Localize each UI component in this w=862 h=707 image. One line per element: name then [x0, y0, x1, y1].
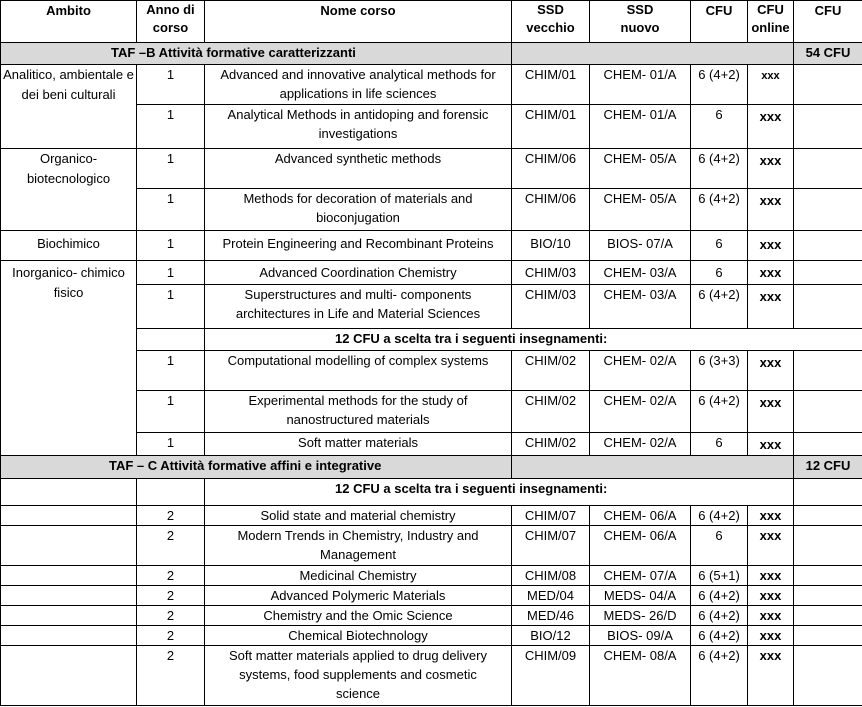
- nome-cell: Soft matter materials applied to drug delivery systems, food supplements and cosmetic science: [205, 646, 512, 706]
- cfu-total-cell: [794, 586, 862, 606]
- cfu-cell: 6 (4+2): [691, 646, 748, 706]
- nome-cell: Experimental methods for the study of nanostructured materials: [205, 391, 512, 433]
- ssd-new-cell: CHEM- 03/A: [590, 261, 691, 285]
- anno-cell: 1: [137, 65, 205, 105]
- ssd-old-cell: CHIM/06: [512, 189, 590, 231]
- empty-cell: [1, 606, 137, 626]
- anno-cell: 1: [137, 261, 205, 285]
- anno-cell: 2: [137, 646, 205, 706]
- table-row: [1, 231, 862, 261]
- ssd-old-cell: CHIM/07: [512, 506, 590, 526]
- ssd-new-cell: CHEM- 06/A: [590, 506, 691, 526]
- cfu-total-cell: [794, 285, 862, 329]
- cfu-cell: 6 (4+2): [691, 506, 748, 526]
- nome-cell: Advanced Polymeric Materials: [205, 586, 512, 606]
- table-row: [1, 506, 862, 526]
- cfu-cell: 6 (4+2): [691, 626, 748, 646]
- cfu-cell: 6 (4+2): [691, 149, 748, 189]
- section-spacer: [512, 43, 794, 65]
- cfu-total-cell: [794, 351, 862, 391]
- ambito-cell: Analitico, ambientale e dei beni culturali: [1, 65, 137, 149]
- header-cfu-online: CFU online: [748, 1, 794, 43]
- table-row: [1, 65, 862, 105]
- section-title-taf-c: TAF – C Attività formative affini e integrative: [1, 456, 512, 479]
- cfu-cell: 6 (5+1): [691, 566, 748, 586]
- header-cfu-total: CFU: [794, 1, 862, 43]
- cfu-online-cell: xxx: [748, 586, 794, 606]
- empty-cell: [1, 506, 137, 526]
- cfu-online-cell: xxx: [748, 261, 794, 285]
- cfu-total-cell: [794, 506, 862, 526]
- anno-cell: 2: [137, 526, 205, 566]
- ssd-old-cell: BIO/10: [512, 231, 590, 261]
- cfu-total-cell: [794, 231, 862, 261]
- ssd-new-cell: CHEM- 03/A: [590, 285, 691, 329]
- cfu-online-cell: xxx: [748, 65, 794, 105]
- nome-cell: Superstructures and multi- components architectures in Life and Material Sciences: [205, 285, 512, 329]
- table-row: [1, 261, 862, 285]
- cfu-online-cell: xxx: [748, 526, 794, 566]
- ssd-old-cell: MED/46: [512, 606, 590, 626]
- nome-cell: Advanced Coordination Chemistry: [205, 261, 512, 285]
- nome-cell: Chemical Biotechnology: [205, 626, 512, 646]
- ssd-old-cell: BIO/12: [512, 626, 590, 646]
- nome-cell: Soft matter materials: [205, 433, 512, 456]
- ssd-new-cell: CHEM- 08/A: [590, 646, 691, 706]
- table-row: [1, 626, 862, 646]
- anno-cell: 1: [137, 105, 205, 149]
- choice-note-row: [1, 479, 862, 506]
- cfu-cell: 6 (4+2): [691, 586, 748, 606]
- table-row: [1, 606, 862, 626]
- cfu-total-cell: [794, 189, 862, 231]
- cfu-online-cell: xxx: [748, 189, 794, 231]
- cfu-total-cell: [794, 391, 862, 433]
- header-ambito: Ambito: [1, 1, 137, 43]
- ssd-old-cell: CHIM/02: [512, 433, 590, 456]
- cfu-online-cell: xxx: [748, 351, 794, 391]
- anno-cell: 1: [137, 231, 205, 261]
- cfu-online-cell: xxx: [748, 646, 794, 706]
- cfu-total-cell: [794, 433, 862, 456]
- table-row: [1, 646, 862, 706]
- cfu-online-cell: xxx: [748, 626, 794, 646]
- choice-note: 12 CFU a scelta tra i seguenti insegnamenti:: [205, 479, 794, 506]
- ssd-new-cell: CHEM- 01/A: [590, 105, 691, 149]
- section-cfu-taf-c: 12 CFU: [794, 456, 862, 479]
- header-anno: Anno di corso: [137, 1, 205, 43]
- ambito-cell: Biochimico: [1, 231, 137, 261]
- cfu-online-cell: xxx: [748, 105, 794, 149]
- cfu-total-cell: [794, 626, 862, 646]
- empty-cell: [1, 626, 137, 646]
- anno-cell: 1: [137, 433, 205, 456]
- ssd-old-cell: CHIM/09: [512, 646, 590, 706]
- ssd-new-cell: CHEM- 02/A: [590, 433, 691, 456]
- cfu-total-cell: [794, 261, 862, 285]
- cfu-total-cell: [794, 646, 862, 706]
- empty-cell: [137, 479, 205, 506]
- cfu-cell: 6: [691, 261, 748, 285]
- cfu-cell: 6: [691, 526, 748, 566]
- nome-cell: Advanced and innovative analytical methods for applications in life sciences: [205, 65, 512, 105]
- empty-cell: [1, 479, 137, 506]
- nome-cell: Protein Engineering and Recombinant Proteins: [205, 231, 512, 261]
- anno-cell: 2: [137, 566, 205, 586]
- empty-cell: [1, 566, 137, 586]
- anno-cell: 2: [137, 606, 205, 626]
- ssd-new-cell: CHEM- 02/A: [590, 391, 691, 433]
- anno-cell: 2: [137, 586, 205, 606]
- nome-cell: Analytical Methods in antidoping and forensic investigations: [205, 105, 512, 149]
- nome-cell: Chemistry and the Omic Science: [205, 606, 512, 626]
- section-spacer: [512, 456, 794, 479]
- empty-cell: [1, 646, 137, 706]
- anno-cell: 1: [137, 149, 205, 189]
- ssd-new-cell: BIOS- 09/A: [590, 626, 691, 646]
- anno-cell: 1: [137, 189, 205, 231]
- cfu-online-cell: xxx: [748, 391, 794, 433]
- ssd-old-cell: CHIM/07: [512, 526, 590, 566]
- ssd-old-cell: CHIM/02: [512, 351, 590, 391]
- header-cfu: CFU: [691, 1, 748, 43]
- header-row: [1, 1, 862, 43]
- cfu-cell: 6: [691, 231, 748, 261]
- cfu-total-cell: [794, 105, 862, 149]
- cfu-online-cell: xxx: [748, 231, 794, 261]
- cfu-online-cell: xxx: [748, 566, 794, 586]
- nome-cell: Methods for decoration of materials and bioconjugation: [205, 189, 512, 231]
- choice-note: 12 CFU a scelta tra i seguenti insegnamenti:: [205, 329, 862, 351]
- anno-cell: 2: [137, 506, 205, 526]
- cfu-online-cell: xxx: [748, 433, 794, 456]
- nome-cell: Advanced synthetic methods: [205, 149, 512, 189]
- cfu-total-cell: [794, 149, 862, 189]
- section-row-taf-b: [1, 43, 862, 65]
- nome-cell: Computational modelling of complex systems: [205, 351, 512, 391]
- ssd-new-cell: BIOS- 07/A: [590, 231, 691, 261]
- ssd-new-cell: CHEM- 07/A: [590, 566, 691, 586]
- anno-cell: 1: [137, 351, 205, 391]
- cfu-total-cell: [794, 526, 862, 566]
- ssd-old-cell: CHIM/01: [512, 105, 590, 149]
- cfu-total-cell: [794, 606, 862, 626]
- cfu-cell: 6: [691, 105, 748, 149]
- header-ssd-old: SSD vecchio: [512, 1, 590, 43]
- empty-cell: [794, 479, 862, 506]
- nome-cell: Modern Trends in Chemistry, Industry and Management: [205, 526, 512, 566]
- empty-cell: [137, 329, 205, 351]
- anno-cell: 1: [137, 391, 205, 433]
- ambito-cell: Organico-biotecnologico: [1, 149, 137, 231]
- ssd-old-cell: CHIM/03: [512, 261, 590, 285]
- cfu-online-cell: xxx: [748, 285, 794, 329]
- table-row: [1, 149, 862, 189]
- cfu-cell: 6 (3+3): [691, 351, 748, 391]
- cfu-cell: 6 (4+2): [691, 391, 748, 433]
- ssd-old-cell: CHIM/01: [512, 65, 590, 105]
- anno-cell: 1: [137, 285, 205, 329]
- ssd-old-cell: MED/04: [512, 586, 590, 606]
- cfu-cell: 6 (4+2): [691, 189, 748, 231]
- nome-cell: Medicinal Chemistry: [205, 566, 512, 586]
- cfu-cell: 6 (4+2): [691, 606, 748, 626]
- anno-cell: 2: [137, 626, 205, 646]
- ssd-new-cell: CHEM- 05/A: [590, 149, 691, 189]
- empty-cell: [1, 526, 137, 566]
- ssd-new-cell: MEDS- 04/A: [590, 586, 691, 606]
- ssd-new-cell: CHEM- 02/A: [590, 351, 691, 391]
- section-row-taf-c: [1, 456, 862, 479]
- cfu-cell: 6: [691, 433, 748, 456]
- ssd-old-cell: CHIM/03: [512, 285, 590, 329]
- ssd-new-cell: CHEM- 01/A: [590, 65, 691, 105]
- cfu-cell: 6 (4+2): [691, 65, 748, 105]
- table-row: [1, 566, 862, 586]
- section-cfu-taf-b: 54 CFU: [794, 43, 862, 65]
- table-row: [1, 586, 862, 606]
- cfu-total-cell: [794, 65, 862, 105]
- table-row: [1, 526, 862, 566]
- ssd-new-cell: CHEM- 05/A: [590, 189, 691, 231]
- header-nome: Nome corso: [205, 1, 512, 43]
- cfu-online-cell: xxx: [748, 606, 794, 626]
- cfu-online-cell: xxx: [748, 149, 794, 189]
- cfu-total-cell: [794, 566, 862, 586]
- empty-cell: [1, 586, 137, 606]
- header-ssd-new: SSD nuovo: [590, 1, 691, 43]
- nome-cell: Solid state and material chemistry: [205, 506, 512, 526]
- section-title-taf-b: TAF –B Attività formative caratterizzanti: [1, 43, 512, 65]
- cfu-cell: 6 (4+2): [691, 285, 748, 329]
- ssd-old-cell: CHIM/08: [512, 566, 590, 586]
- ambito-cell: Inorganico- chimico fisico: [1, 261, 137, 456]
- cfu-online-cell: xxx: [748, 506, 794, 526]
- ssd-old-cell: CHIM/06: [512, 149, 590, 189]
- ssd-new-cell: CHEM- 06/A: [590, 526, 691, 566]
- ssd-new-cell: MEDS- 26/D: [590, 606, 691, 626]
- ssd-old-cell: CHIM/02: [512, 391, 590, 433]
